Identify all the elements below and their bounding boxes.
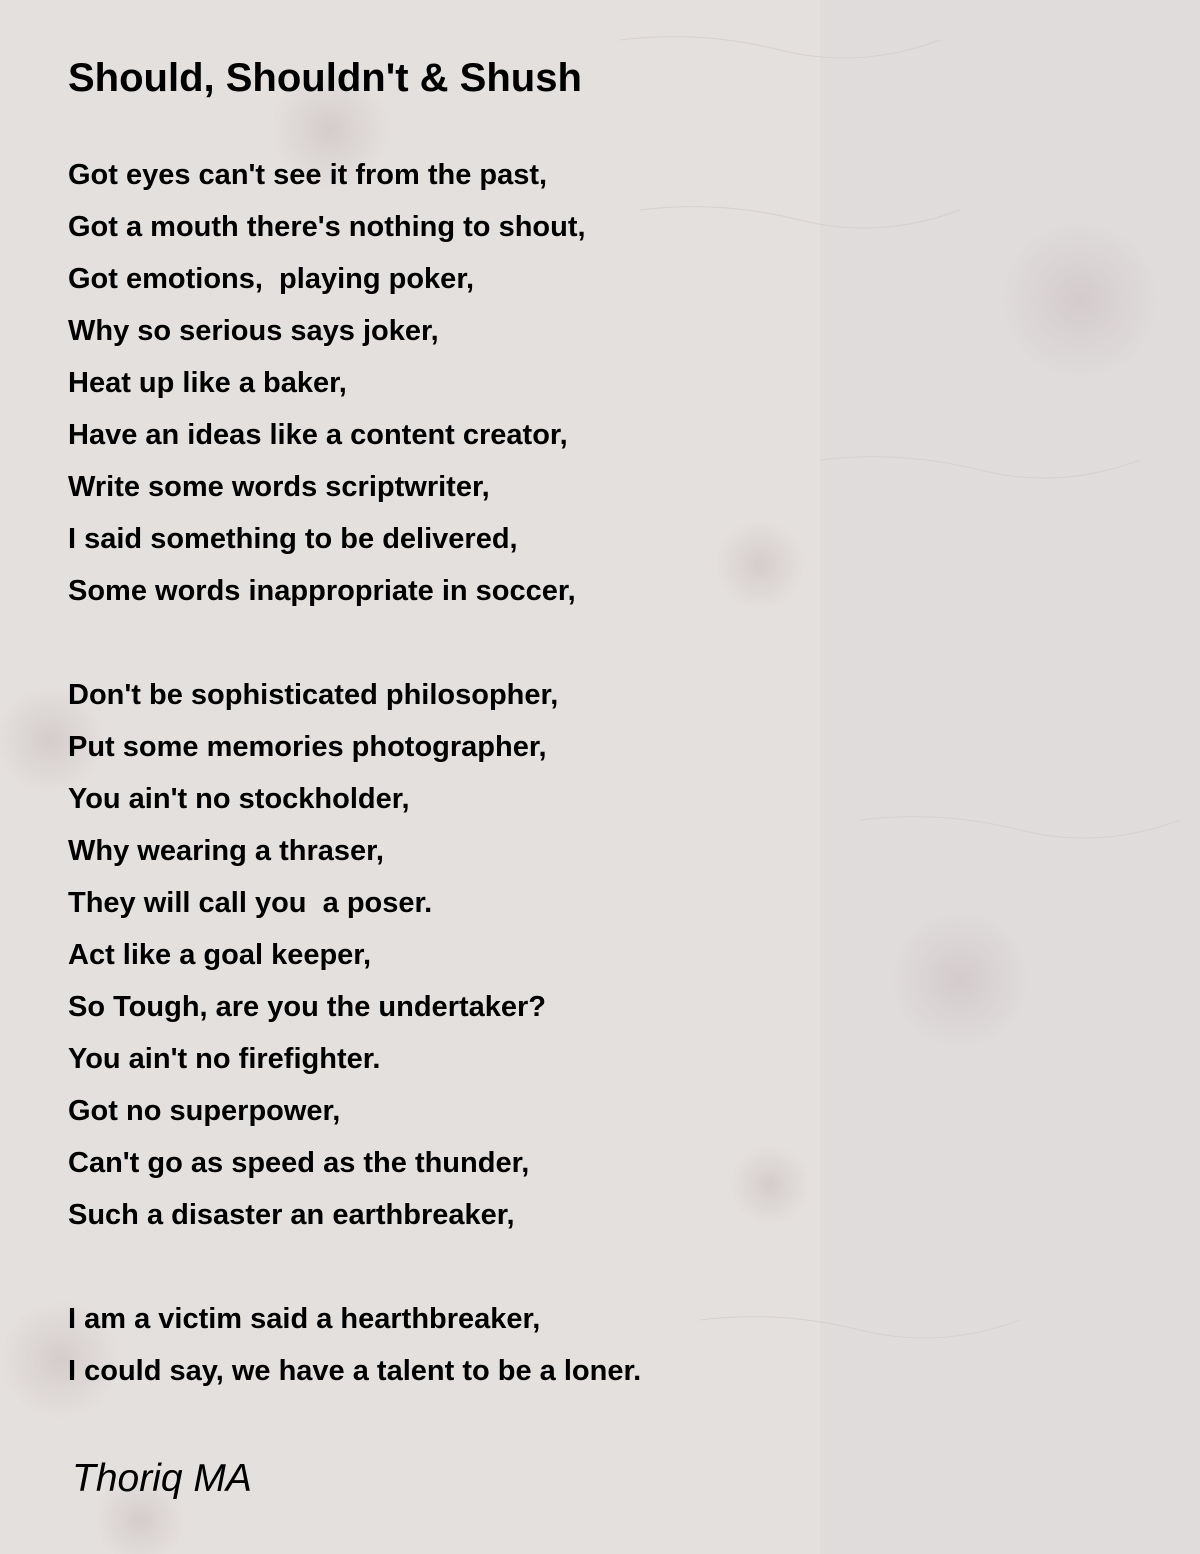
poem-line: Got emotions, playing poker,	[68, 263, 475, 295]
poem-line: You ain't no firefighter.	[68, 1043, 381, 1075]
poem-author: Thoriq MA	[72, 1457, 252, 1500]
poem-title: Should, Shouldn't & Shush	[68, 56, 582, 100]
poem-line: I said something to be delivered,	[68, 523, 518, 555]
poem-line: Got eyes can't see it from the past,	[68, 159, 548, 191]
poem-line: I am a victim said a hearthbreaker,	[68, 1303, 541, 1335]
stanza-break	[68, 623, 1148, 675]
poem-line: They will call you a poser.	[68, 887, 433, 919]
poem-line: I could say, we have a talent to be a loner.	[68, 1355, 642, 1387]
poem-line: Act like a goal keeper,	[68, 939, 372, 971]
poem-line: Put some memories photographer,	[68, 731, 547, 763]
poem-line: Have an ideas like a content creator,	[68, 419, 568, 451]
poem-line: So Tough, are you the undertaker?	[68, 991, 547, 1023]
poem-line: Don't be sophisticated philosopher,	[68, 679, 559, 711]
poem-body	[68, 155, 1148, 1403]
stanza-break	[68, 1247, 1148, 1299]
poem-line: Why wearing a thraser,	[68, 835, 384, 867]
poem-line: Heat up like a baker,	[68, 367, 347, 399]
poem-line: Got a mouth there's nothing to shout,	[68, 211, 586, 243]
stanza-2	[68, 675, 1148, 1247]
poem-line: Some words inappropriate in soccer,	[68, 575, 576, 607]
poem-line: Why so serious says joker,	[68, 315, 439, 347]
poem-line: You ain't no stockholder,	[68, 783, 410, 815]
poem-line: Such a disaster an earthbreaker,	[68, 1199, 515, 1231]
poem-line: Got no superpower,	[68, 1095, 341, 1127]
poem-line: Can't go as speed as the thunder,	[68, 1147, 530, 1179]
stanza-1	[68, 155, 1148, 623]
stanza-3	[68, 1299, 1148, 1403]
poem-line: Write some words scriptwriter,	[68, 471, 490, 503]
